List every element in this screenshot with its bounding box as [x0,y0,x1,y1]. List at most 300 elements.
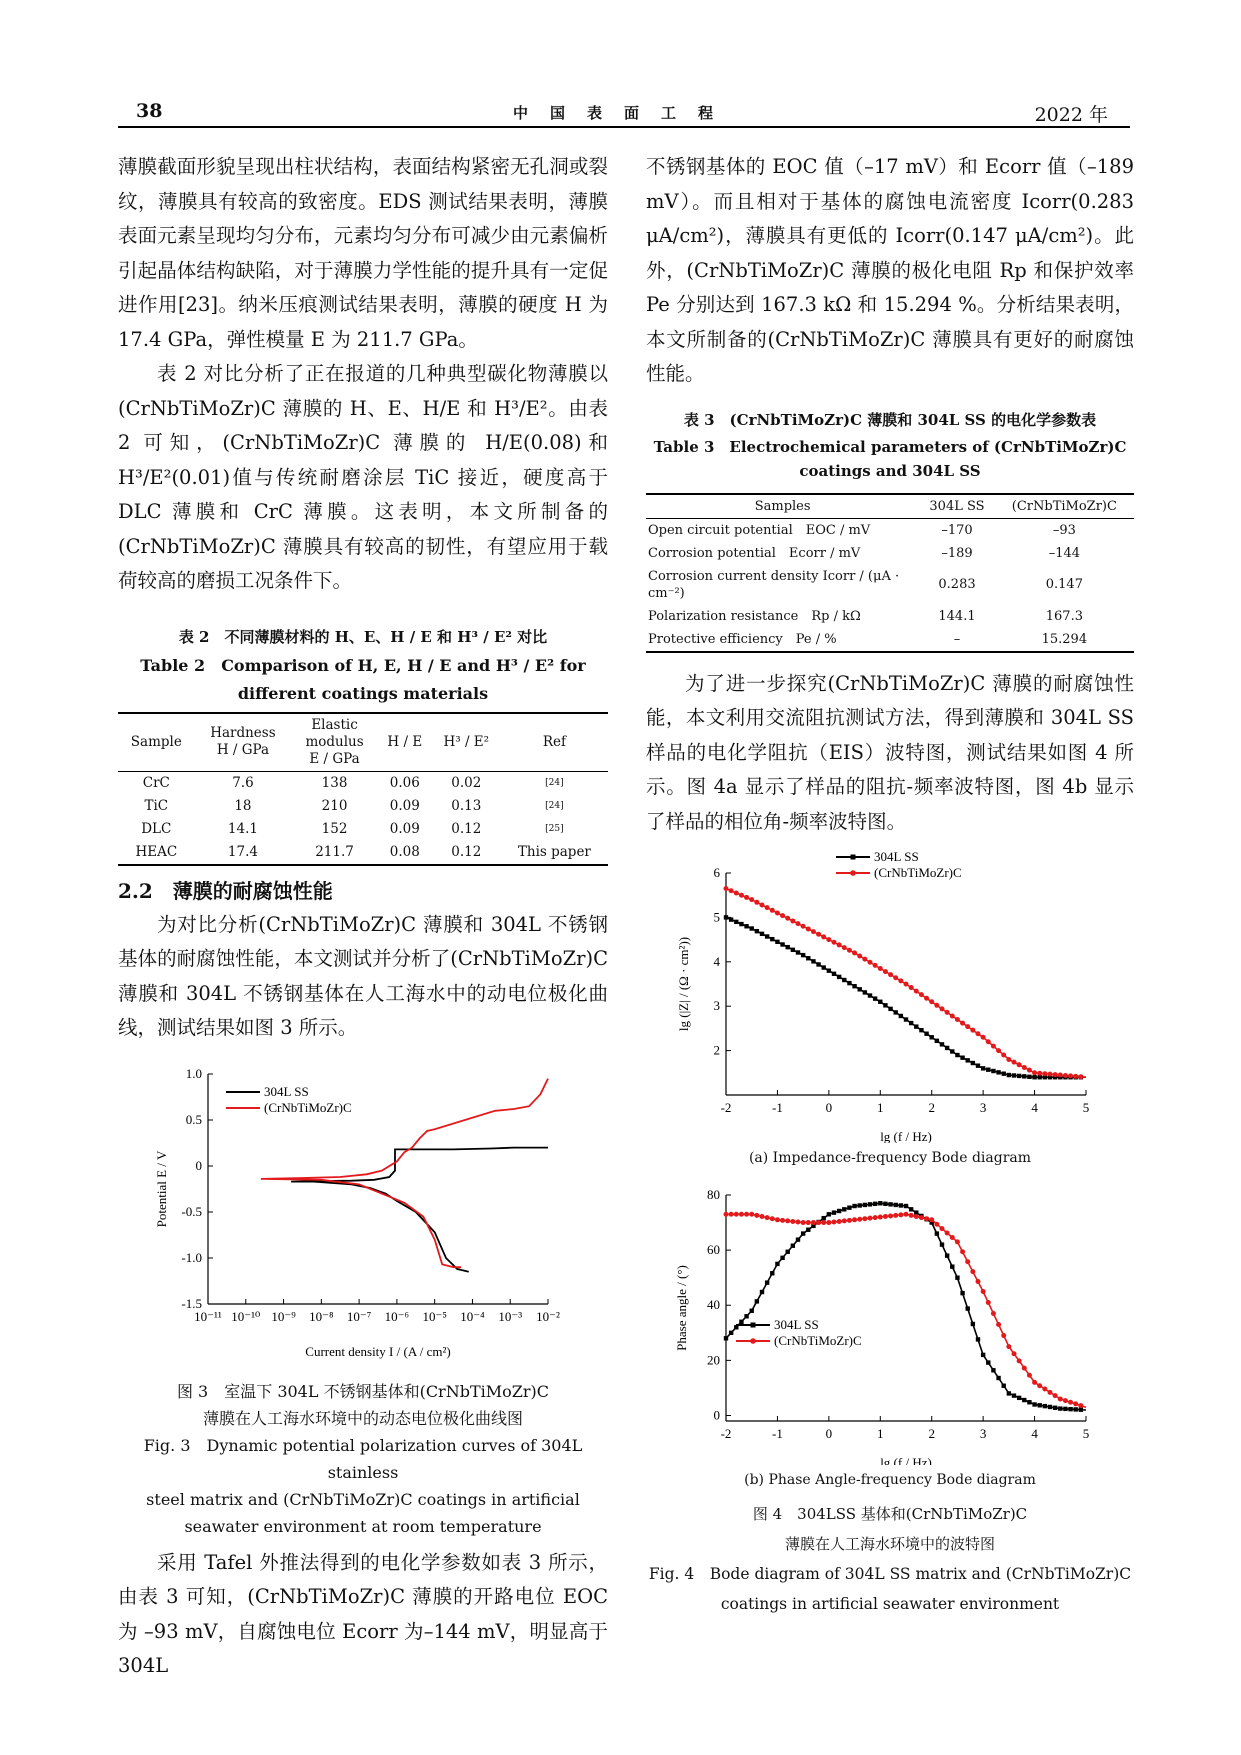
data-point [966,1058,970,1062]
figure-3-caption-en-1: Fig. 3 Dynamic potential polarization curves of 304L stainless [143,1435,583,1482]
data-point [873,963,878,968]
x-tick-label: 3 [979,1100,987,1115]
data-point [996,1070,1000,1074]
data-point [796,950,800,954]
data-point [883,969,888,974]
data-point [935,1231,939,1235]
data-point [919,1215,924,1220]
x-tick-label: 10⁻⁸ [309,1308,334,1324]
data-point [847,1205,851,1209]
data-point [791,1244,795,1248]
data-point [852,950,857,955]
data-point [904,1204,908,1208]
data-point [852,984,856,988]
table-row: Open circuit potential EOC / mV –170 –93 [648,522,1076,538]
data-point [1068,1407,1072,1411]
data-point [755,1299,759,1303]
table-2-caption-cn: 表 2 不同薄膜材料的 H、E、H / E 和 H³ / E² 对比 [178,627,548,646]
data-point [847,1218,852,1223]
data-point [1012,1073,1016,1077]
data-point [785,1218,790,1223]
data-point [940,1042,944,1046]
data-point [749,897,754,902]
table-2 [118,623,608,866]
x-tick-label: 0 [825,1426,833,1441]
data-point [950,1264,954,1268]
x-tick-label: -1 [772,1426,783,1441]
data-point [981,1353,985,1357]
data-point [806,1228,810,1232]
y-tick-label: 0 [195,1157,202,1173]
data-point [1017,1358,1022,1363]
y-tick-label: 40 [707,1297,720,1313]
y-tick-label: 0.5 [185,1111,202,1127]
data-point [739,1320,743,1324]
data-point [858,987,862,991]
legend-marker [750,1338,756,1344]
data-point [919,1028,923,1032]
data-point [724,886,729,891]
data-point [739,1212,744,1217]
data-point [904,1017,908,1021]
table-row: CrC 7.6 138 0.06 0.02 [24] [142,774,564,791]
table-row: Corrosion potential Ecorr / mV –189 –144 [648,545,1081,561]
data-point [842,945,847,950]
data-point [750,926,754,930]
data-point [873,996,877,1000]
data-point [796,921,801,926]
data-point [1063,1398,1068,1403]
figure-4-caption-en-2: coatings in artificial seawater environment [720,1595,1060,1613]
data-point [832,940,837,945]
data-point [821,1220,826,1225]
data-point [1053,1393,1058,1398]
data-point [1027,1068,1032,1073]
data-point [878,966,883,971]
table-2-grid [118,712,608,866]
legend-label: 304L SS [774,1317,819,1332]
x-tick-label: 5 [1082,1426,1090,1441]
data-point [909,1213,914,1218]
data-point [806,956,810,960]
figure-3-caption-en-3: seawater environment at room temperature [184,1516,542,1536]
data-point [1058,1406,1062,1410]
data-point [971,1322,975,1326]
data-point [1006,1057,1011,1062]
left-paragraph-2: 表 2 对比分析了正在报道的几种典型碳化物薄膜以(CrNbTiMoZr)C 薄膜的 H、E、H/E 和 H³/E²。由表 2 可知，(CrNbTiMoZr)C 薄膜的 H/E(0.08)和 H³/E²(0.01)值与传统耐磨涂层 TiC 接近，硬度高于 DLC 薄膜和 CrC 薄膜。这表明，本文所制备的(CrNbTiMoZr)C 薄膜具有较高的韧性，有望应用于载荷较高的磨损工况条件下。 [118,362,608,592]
data-point [940,1226,945,1231]
data-point [765,1280,769,1284]
data-point [1006,1344,1011,1349]
data-point [883,1202,887,1206]
data-point [904,1212,909,1217]
data-point [976,1031,981,1036]
data-point [796,1220,801,1225]
data-point [1032,1070,1037,1075]
table-header-304l: 304L SS [919,494,994,519]
data-point [924,1032,928,1036]
data-point [786,1250,790,1254]
data-point [862,957,867,962]
data-point [832,1220,837,1225]
table-header-h-e: H / E [378,713,432,772]
data-point [801,953,805,957]
data-point [754,1213,759,1218]
data-point [755,929,759,933]
figure-4a-caption: (a) Impedance-frequency Bode diagram [748,1150,1032,1166]
data-point [1078,1074,1083,1079]
table-header-samples: Samples [646,494,919,519]
data-point [1063,1407,1067,1411]
polarization-chart [118,1054,608,1374]
y-tick-label: 5 [713,909,720,925]
data-point [1027,1075,1031,1079]
table-header-sample: Sample [118,713,195,772]
data-point [965,1024,970,1029]
impedance-bode-chart [646,847,1134,1143]
data-point [868,993,872,997]
data-point [930,1035,934,1039]
data-point [765,1215,770,1220]
data-point [1042,1071,1047,1076]
y-tick-label: 6 [713,865,720,880]
data-point [826,937,831,942]
y-tick-label: 1.0 [185,1065,202,1081]
data-point [1002,1384,1006,1388]
data-point [1032,1380,1037,1385]
data-point [842,1207,846,1211]
x-tick-label: 0 [825,1100,833,1115]
data-point [996,1322,1001,1327]
data-point [981,1066,985,1070]
x-tick-label: 3 [979,1426,987,1441]
data-point [837,1219,842,1224]
data-point [898,978,903,983]
data-point [1073,1401,1078,1406]
x-axis-label: lg (f / Hz) [880,1455,932,1465]
data-point [898,1212,903,1217]
legend-label: (CrNbTiMoZr)C [774,1333,862,1348]
data-point [878,1000,882,1004]
x-tick-label: 10⁻¹¹ [194,1308,222,1324]
data-point [760,902,765,907]
data-point [770,1216,775,1221]
data-point [899,1203,903,1207]
data-point [996,1048,1001,1053]
data-point [780,1256,784,1260]
data-point [806,926,811,931]
data-point [1048,1405,1052,1409]
data-point [832,972,836,976]
data-point [1012,1351,1017,1356]
data-point [806,1220,811,1225]
data-point [1053,1072,1058,1077]
data-point [790,1219,795,1224]
table-row: Protective efficiency Pe / % – 15.294 [646,628,1134,652]
data-point [760,1290,764,1294]
y-tick-label: 0 [713,1407,720,1423]
data-point [868,1216,873,1221]
data-point [1017,1062,1022,1067]
data-point [822,1216,826,1220]
data-point [775,910,780,915]
data-point [801,1231,805,1235]
table-3 [646,406,1134,653]
left-paragraph-1: 薄膜截面形貌呈现出柱状结构，表面结构紧密无孔洞或裂纹，薄膜具有较高的致密度。EDS 测试结果表明，薄膜表面元素呈现均匀分布，元素均匀分布可减少由元素偏析引起晶体结构缺陷，对于薄膜力学性能的提升具有一定促进作用[23]。纳米压痕测试结果表明，薄膜的硬度 H 为 17.4 GPa，弹性模量 E 为 211.7 GPa。 [118,155,608,351]
data-point [893,1213,898,1218]
data-point [724,915,728,919]
data-point [811,1220,816,1225]
table-3-grid [646,493,1134,653]
data-point [986,1067,990,1071]
figure-3-caption-cn-2: 薄膜在人工海水环境中的动态电位极化曲线图 [202,1408,523,1428]
data-point [827,968,831,972]
data-point [760,1214,765,1219]
x-tick-label: 10⁻⁴ [460,1308,485,1324]
data-point [729,1212,734,1217]
data-point [775,1262,779,1266]
data-point [785,916,790,921]
data-point [857,954,862,959]
data-point [940,1242,944,1246]
data-point [899,1014,903,1018]
x-tick-label: 10⁻⁶ [384,1308,410,1324]
figure-3-caption-en-2: steel matrix and (CrNbTiMoZr)C coatings in artificial [146,1489,580,1509]
page-header [118,96,1130,128]
data-point [966,1306,970,1310]
data-point [791,948,795,952]
section-heading-2-2: 2.2 薄膜的耐腐蚀性能 [118,878,333,903]
data-point [863,1203,867,1207]
data-point [909,1021,913,1025]
figure-4-caption-cn-1: 图 4 304LSS 基体和(CrNbTiMoZr)C [752,1505,1028,1523]
right-column [646,150,1134,1619]
data-point [852,1217,857,1222]
data-point [775,940,779,944]
data-point [976,1063,980,1067]
data-point [842,978,846,982]
journal-title: 中国表面工程 [512,104,735,122]
data-point [960,1021,965,1026]
data-point [981,1035,986,1040]
journal-year: 2022 年 [1034,104,1108,126]
data-point [1017,1074,1021,1078]
x-tick-label: 10⁻¹⁰ [231,1308,261,1324]
right-paragraph-2: 为了进一步探究(CrNbTiMoZr)C 薄膜的耐腐蚀性能，本文利用交流阻抗测试方法，得到薄膜和 304L SS 样品的电化学阻抗（EIS）波特图，测试结果如图 4 所示。图 4a 显示了样品的阻抗-频率波特图，图 4b 显示了样品的相位角-频率波特图。 [646,671,1134,833]
table-2-caption-en-1: Table 2 Comparison of H, E, H / E and H³ / E² for [140,655,586,675]
data-point [780,1218,785,1223]
x-tick-label: 1 [877,1426,884,1441]
data-point [970,1028,975,1033]
data-point [888,1007,892,1011]
figure-4 [646,847,1134,1619]
data-point [765,934,769,938]
x-tick-label: 1 [877,1100,884,1115]
legend-marker [751,1323,756,1328]
data-point [914,989,919,994]
data-point [1002,1071,1006,1075]
data-point [837,942,842,947]
data-point [816,932,821,937]
table-header-h3-e2: H³ / E² [432,713,501,772]
data-point [914,1214,919,1219]
data-point [852,1204,856,1208]
data-point [960,1249,965,1254]
x-tick-label: -2 [720,1426,732,1441]
data-point [960,1056,964,1060]
data-point [1032,1075,1036,1079]
data-point [770,908,775,913]
data-point [991,1044,996,1049]
y-tick-label: 2 [713,1042,720,1058]
data-point [1073,1074,1078,1079]
data-point [724,1336,728,1340]
table-row: HEAC 17.4 211.7 0.08 0.12 This paper [118,841,608,865]
data-point [1038,1403,1042,1407]
data-point [1078,1403,1083,1408]
data-point [960,1291,964,1295]
data-point [1042,1387,1047,1392]
data-point [734,890,739,895]
data-point [1032,1402,1036,1406]
y-tick-label: -1.5 [181,1295,202,1311]
data-point [765,905,770,910]
data-point [1017,1396,1021,1400]
data-point [729,917,733,921]
y-tick-label: 4 [713,953,720,969]
data-point [847,981,851,985]
data-point [744,1212,749,1217]
data-point [1027,1373,1032,1378]
data-point [914,1024,918,1028]
data-point [878,1215,883,1220]
table-3-caption-cn: 表 3 (CrNbTiMoZr)C 薄膜和 304L SS 的电化学参数表 [683,410,1097,429]
data-point [945,1253,949,1257]
series-line [291,1147,548,1271]
data-point [837,975,841,979]
data-point [950,1235,955,1240]
data-point [955,1017,960,1022]
data-point [1063,1073,1068,1078]
data-point [847,948,852,953]
table-header-modulus: Elastic modulus E / GPa [291,713,378,772]
data-point [1022,1065,1027,1070]
table-2-header-row [118,713,608,772]
data-point [996,1376,1000,1380]
data-point [970,1269,975,1274]
table-row: Corrosion current density Icorr / (μA · cm⁻²) 0.283 0.147 [648,568,1083,601]
y-tick-label: -0.5 [181,1203,202,1219]
data-point [1048,1072,1053,1077]
data-point [940,1006,945,1011]
figure-4-caption-en-1: Fig. 4 Bode diagram of 304L SS matrix and (CrNbTiMoZr)C [648,1565,1132,1583]
data-point [826,1220,831,1225]
data-point [934,1003,939,1008]
data-point [744,924,748,928]
data-point [868,1202,872,1206]
data-point [857,1217,862,1222]
data-point [842,1218,847,1223]
data-point [744,895,749,900]
data-point [976,1337,980,1341]
x-tick-label: 10⁻³ [498,1308,523,1324]
table-row: DLC 14.1 152 0.09 0.12 [25] [141,820,564,837]
data-point [811,929,816,934]
x-tick-label: 2 [928,1100,935,1115]
data-point [729,1331,733,1335]
data-point [754,900,759,905]
data-point [827,1212,831,1216]
y-axis-label: Potential E / V [154,1150,169,1227]
data-point [950,1049,954,1053]
table-header-coating: (CrNbTiMoZr)C [995,494,1134,519]
data-point [924,1216,929,1221]
data-point [1012,1393,1016,1397]
data-point [760,932,764,936]
data-point [1027,1400,1031,1404]
x-tick-label: 4 [1031,1426,1038,1441]
data-point [929,999,934,1004]
x-tick-label: 2 [928,1426,935,1441]
data-point [1068,1073,1073,1078]
data-point [724,1212,729,1217]
data-point [1001,1333,1006,1338]
data-point [801,924,806,929]
data-point [955,1053,959,1057]
y-tick-label: 60 [707,1242,720,1258]
data-point [750,1309,754,1313]
data-point [955,1239,960,1244]
data-point [924,996,929,1001]
page-number: 38 [136,100,163,122]
x-tick-label: -1 [772,1100,783,1115]
data-point [991,1069,995,1073]
data-point [904,982,909,987]
left-paragraph-4: 采用 Tafel 外推法得到的电化学参数如表 3 所示，由表 3 可知，(CrNbTiMoZr)C 薄膜的开路电位 EOC 为 –93 mV，自腐蚀电位 Ecorr 为–144 mV，明显高于 304L [118,1550,608,1677]
data-point [991,1368,995,1372]
figure-4b-caption: (b) Phase Angle-frequency Bode diagram [744,1472,1036,1488]
table-3-header-row [646,494,1134,519]
data-point [1068,1400,1073,1405]
data-point [929,1217,934,1222]
data-point [955,1275,959,1279]
legend-label: (CrNbTiMoZr)C [264,1099,352,1115]
data-point [888,972,893,977]
legend-label: 304L SS [874,849,919,864]
data-point [1079,1408,1083,1412]
data-point [832,1210,836,1214]
data-point [1022,1366,1027,1371]
data-point [734,1212,739,1217]
table-row: Polarization resistance Rp / kΩ 144.1 167.3 [648,608,1083,624]
data-point [816,1220,821,1225]
data-point [863,990,867,994]
data-point [986,1360,990,1364]
data-point [734,920,738,924]
x-tick-label: 4 [1031,1100,1038,1115]
data-point [739,922,743,926]
data-point [1074,1407,1078,1411]
x-tick-label: 10⁻² [536,1308,560,1324]
data-point [822,965,826,969]
table-3-caption-en-1: Table 3 Electrochemical parameters of (CrNbTiMoZr)C [653,437,1127,456]
x-tick-label: 10⁻⁵ [422,1308,447,1324]
figure-3 [118,1054,608,1540]
data-point [816,962,820,966]
left-paragraph-3: 为对比分析(CrNbTiMoZr)C 薄膜和 304L 不锈钢基体的耐腐蚀性能，本文测试并分析了(CrNbTiMoZr)C 薄膜和 304L 不锈钢基体在人工海水中的动电位极化曲线，测试结果如图 3 所示。 [118,912,608,1039]
data-point [858,1203,862,1207]
figure-4-caption-cn-2: 薄膜在人工海水环境中的波特图 [784,1535,995,1553]
